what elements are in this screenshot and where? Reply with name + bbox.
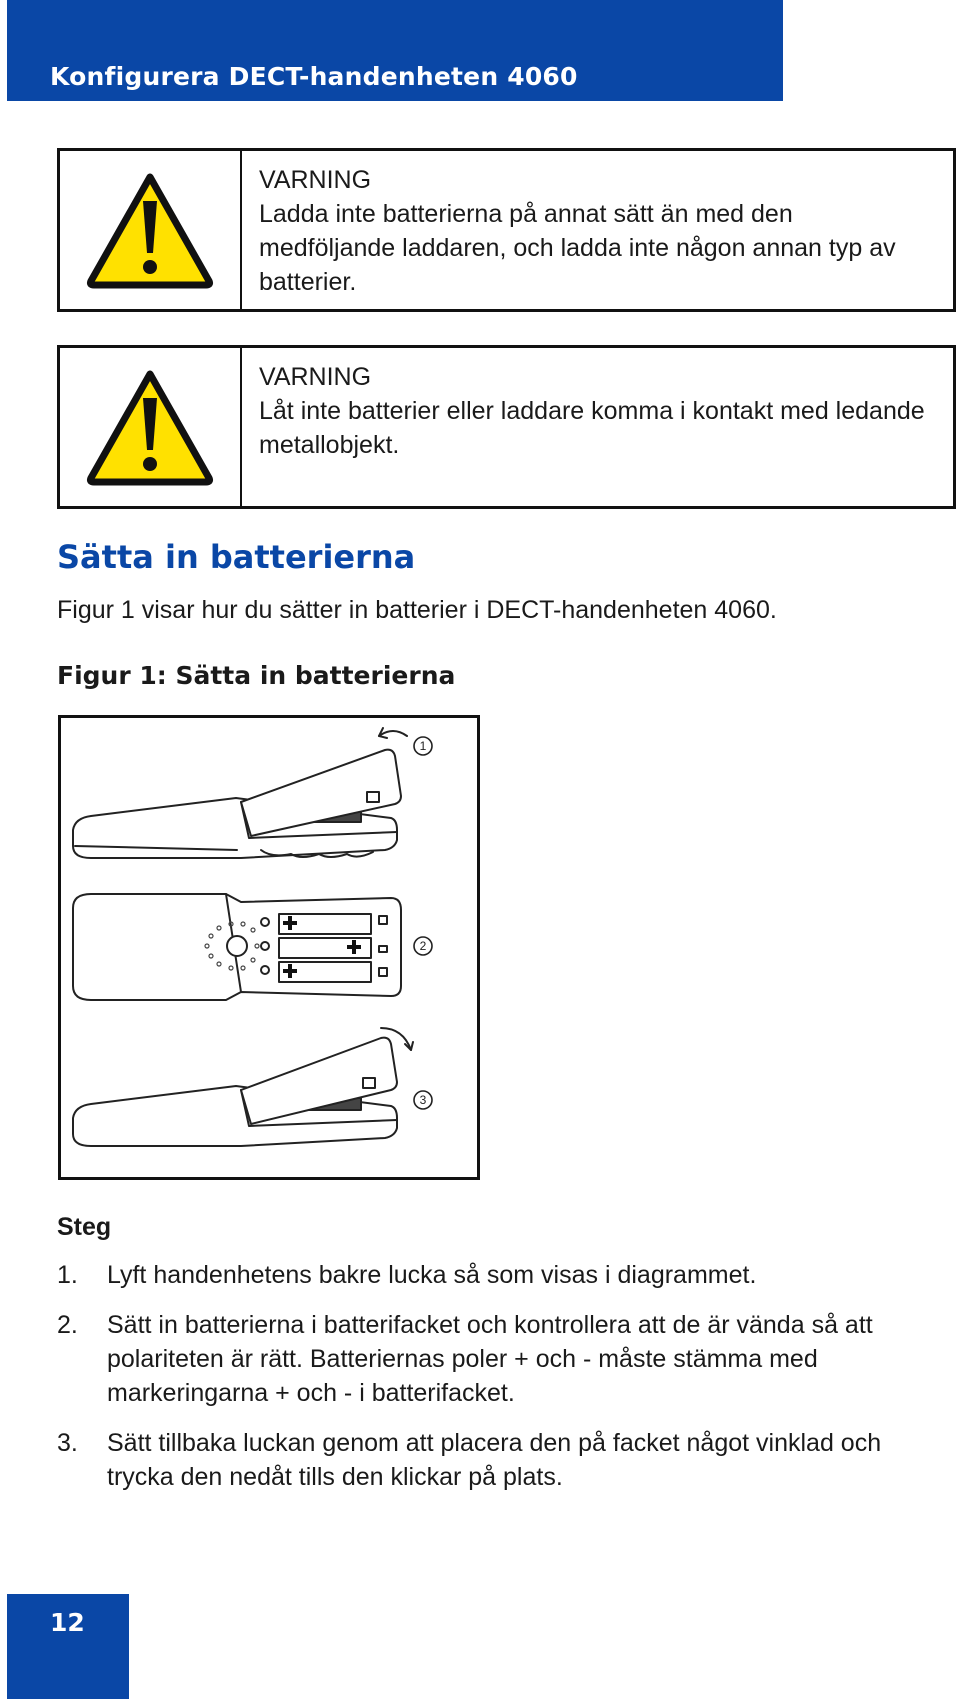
warning-box-1 bbox=[57, 148, 956, 312]
step-text: Lyft handenhetens bakre lucka så som visas i diagrammet. bbox=[107, 1261, 757, 1289]
list-item bbox=[57, 1308, 947, 1410]
battery-illustration bbox=[61, 718, 477, 1177]
battery-figure bbox=[58, 715, 480, 1180]
handset-step-3 bbox=[73, 1028, 413, 1146]
warning-icon-cell bbox=[60, 151, 242, 309]
warning-box-2 bbox=[57, 345, 956, 509]
page-header-title: Konfigurera DECT-handenheten 4060 bbox=[50, 62, 578, 91]
step-number: 2. bbox=[57, 1311, 78, 1339]
warning-title: VARNING bbox=[259, 166, 372, 194]
step-number: 3. bbox=[57, 1429, 78, 1457]
intro-paragraph: Figur 1 visar hur du sätter in batterier i DECT-handenheten 4060. bbox=[57, 596, 777, 624]
warning-triangle-icon bbox=[85, 368, 215, 486]
callout-label-2: 2 bbox=[419, 939, 427, 953]
warning-icon-cell bbox=[60, 348, 242, 506]
section-heading: Sätta in batterierna bbox=[57, 538, 416, 576]
callout-label-3: 3 bbox=[419, 1093, 427, 1107]
steps-list bbox=[57, 1258, 947, 1510]
warning-text-block bbox=[259, 163, 935, 299]
step-text: Sätt tillbaka luckan genom att placera den på facket något vinklad och trycka den nedåt tills den klickar på plats. bbox=[107, 1429, 882, 1491]
warning-title: VARNING bbox=[259, 363, 372, 391]
warning-message: Ladda inte batterierna på annat sätt än med den medföljande laddaren, och ladda inte någon annan typ av batterier. bbox=[259, 200, 896, 296]
figure-caption: Figur 1: Sätta in batterierna bbox=[57, 661, 456, 690]
step-number: 1. bbox=[57, 1261, 78, 1289]
list-item bbox=[57, 1258, 947, 1292]
warning-message: Låt inte batterier eller laddare komma i kontakt med ledande metallobjekt. bbox=[259, 397, 925, 459]
steps-heading: Steg bbox=[57, 1213, 112, 1241]
warning-text-block bbox=[259, 360, 935, 462]
callout-label-1: 1 bbox=[419, 739, 427, 753]
step-text: Sätt in batterierna i batterifacket och kontrollera att de är vända så att polariteten är rätt. Batteriernas poler + och - måste stämma med markeringarna + och - i batterifacket. bbox=[107, 1311, 873, 1407]
handset-step-1 bbox=[73, 728, 407, 858]
list-item bbox=[57, 1426, 947, 1494]
warning-triangle-icon bbox=[85, 171, 215, 289]
page-number: 12 bbox=[50, 1608, 85, 1637]
